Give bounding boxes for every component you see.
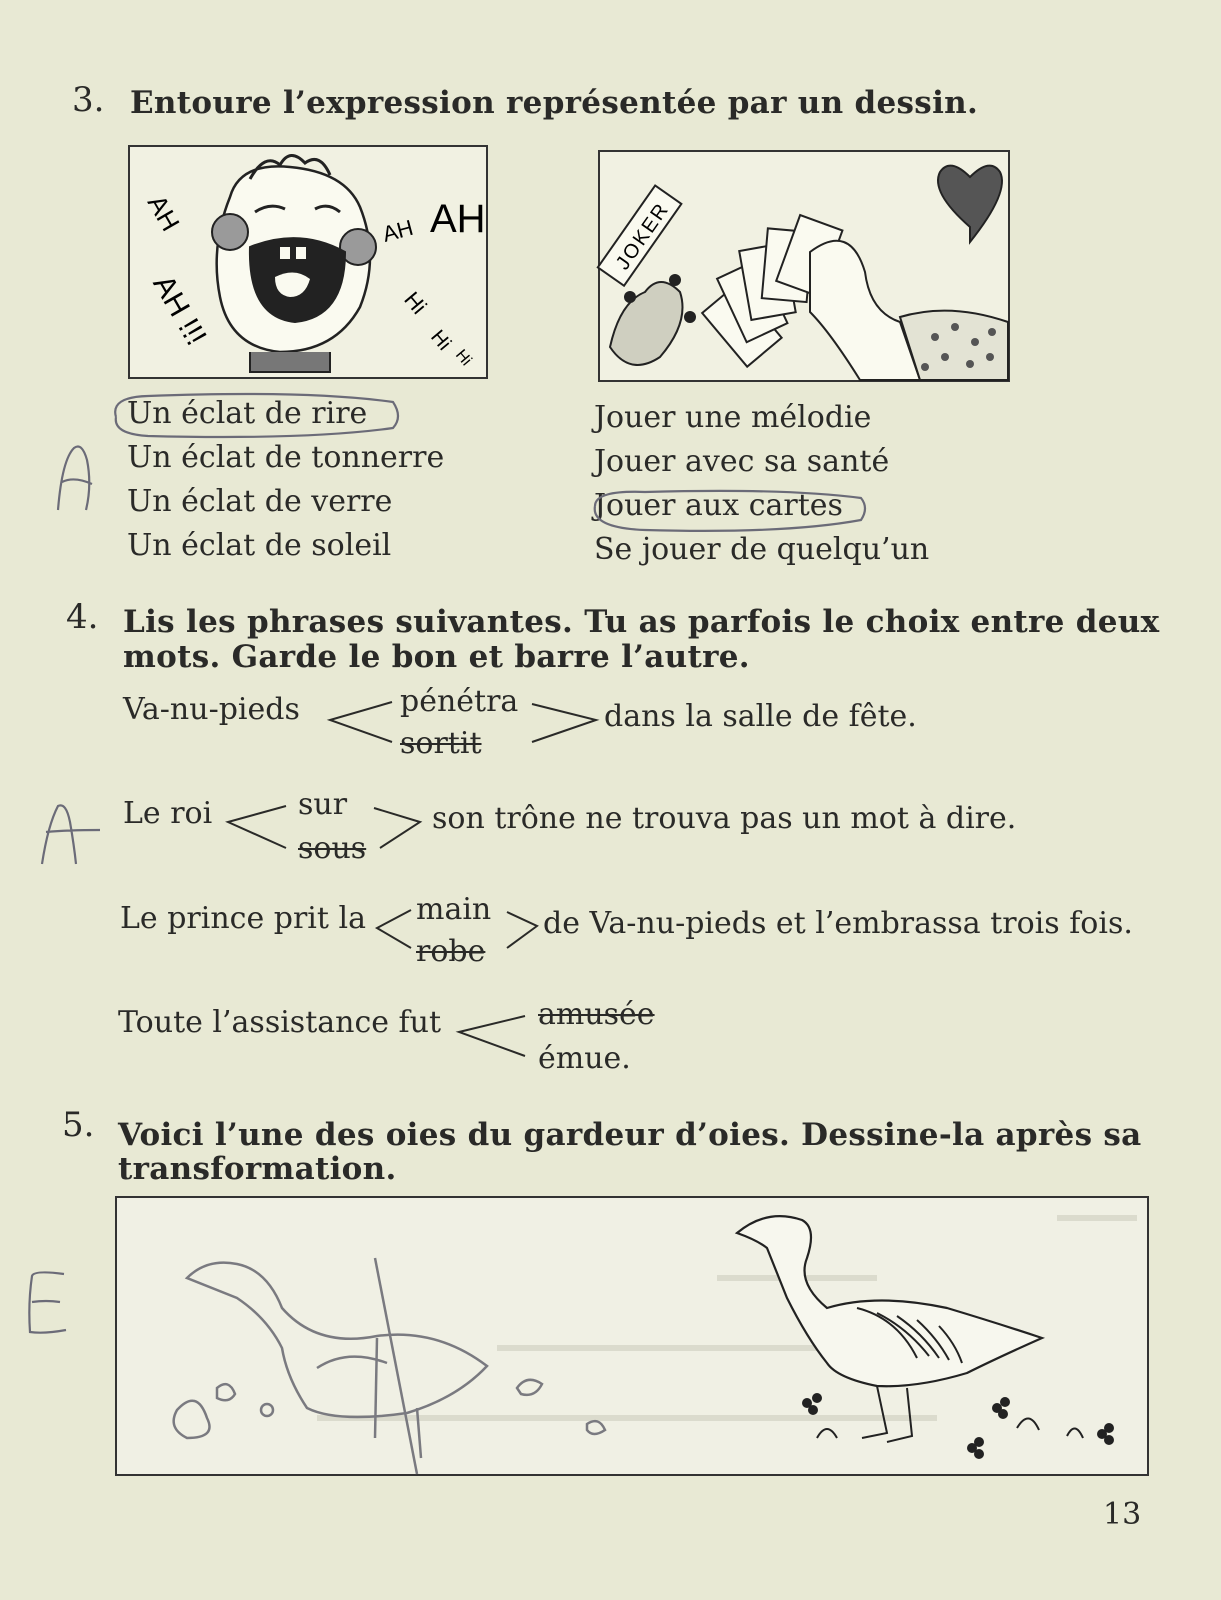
sentence-4-option-amusee[interactable]: amusée bbox=[538, 997, 655, 1032]
sentence-3-choice-brackets bbox=[373, 904, 545, 956]
sentence-4-choice-bracket bbox=[455, 1010, 537, 1062]
sentence-3-option-robe[interactable]: robe bbox=[416, 934, 486, 969]
sentence-4-start: Toute l’assistance fut bbox=[118, 1005, 442, 1040]
question-3-number: 3. bbox=[72, 80, 105, 120]
sentence-1-option-penetra[interactable]: pénétra bbox=[400, 684, 519, 719]
sentence-1-start: Va-nu-pieds bbox=[123, 692, 300, 727]
playing-cards-illustration bbox=[598, 150, 1010, 382]
sentence-1-end: dans la salle de fête. bbox=[604, 699, 917, 734]
question-3-title: Entoure l’expression représentée par un dessin. bbox=[130, 85, 979, 121]
playing-cards-drawing bbox=[600, 152, 1008, 380]
laugh-word-2: AH !!! bbox=[146, 269, 213, 352]
goose-drawings bbox=[117, 1198, 1147, 1474]
sentence-2-option-sur[interactable]: sur bbox=[298, 787, 348, 822]
grade-q4-handwritten bbox=[38, 800, 104, 870]
joker-label: JOKER bbox=[611, 198, 674, 274]
option-eclat-de-rire[interactable]: Un éclat de rire bbox=[127, 396, 368, 431]
pencil-circle-jouer-aux-cartes bbox=[585, 486, 885, 541]
laugh-word-5: Hi bbox=[399, 286, 432, 319]
laughing-face-drawing bbox=[130, 147, 486, 377]
question-4-title-line2: mots. Garde le bon et barre l’autre. bbox=[123, 639, 750, 675]
grade-q5-handwritten bbox=[24, 1268, 74, 1340]
laugh-word-6: Hi bbox=[426, 326, 456, 355]
option-se-jouer-de-quelquun[interactable]: Se jouer de quelqu’un bbox=[594, 532, 930, 567]
sentence-2-option-sous[interactable]: sous bbox=[298, 831, 367, 866]
option-eclat-de-soleil[interactable]: Un éclat de soleil bbox=[127, 528, 392, 563]
sentence-3-start: Le prince prit la bbox=[120, 901, 366, 936]
goose-drawing-area[interactable] bbox=[115, 1196, 1149, 1476]
option-jouer-aux-cartes[interactable]: Jouer aux cartes bbox=[594, 488, 843, 523]
sentence-3-option-main[interactable]: main bbox=[416, 892, 492, 927]
page-number: 13 bbox=[1103, 1497, 1142, 1532]
laugh-word-1: AH bbox=[141, 189, 186, 237]
sentence-3-end: de Va-nu-pieds et l’embrassa trois fois. bbox=[543, 906, 1133, 941]
sentence-2-end: son trône ne trouva pas un mot à dire. bbox=[432, 801, 1017, 836]
option-eclat-de-verre[interactable]: Un éclat de verre bbox=[127, 484, 393, 519]
option-eclat-de-tonnerre[interactable]: Un éclat de tonnerre bbox=[127, 440, 445, 475]
option-jouer-une-melodie[interactable]: Jouer une mélodie bbox=[594, 400, 872, 435]
question-5-title-line1: Voici l’une des oies du gardeur d’oies. Dessine-la après sa bbox=[118, 1117, 1142, 1153]
laugh-word-7: Hi bbox=[451, 346, 475, 370]
sentence-2-choice-brackets bbox=[224, 800, 430, 858]
sentence-1-choice-brackets bbox=[326, 698, 606, 750]
laugh-word-4: AH bbox=[430, 197, 486, 241]
question-4-title-line1: Lis les phrases suivantes. Tu as parfois le choix entre deux bbox=[123, 604, 1160, 640]
question-5-title-line2: transformation. bbox=[118, 1151, 397, 1187]
question-4-number: 4. bbox=[66, 597, 99, 637]
grade-q3-handwritten bbox=[52, 440, 102, 520]
option-jouer-avec-sa-sante[interactable]: Jouer avec sa santé bbox=[594, 444, 890, 479]
question-5-number: 5. bbox=[62, 1105, 95, 1145]
laughing-face-illustration bbox=[128, 145, 488, 379]
pencil-circle-eclat-de-rire bbox=[108, 392, 408, 442]
laugh-word-3: AH bbox=[379, 214, 416, 247]
sentence-1-option-sortit[interactable]: sortit bbox=[400, 726, 482, 761]
sentence-2-start: Le roi bbox=[123, 796, 213, 831]
sentence-4-option-emue[interactable]: émue. bbox=[538, 1041, 631, 1076]
